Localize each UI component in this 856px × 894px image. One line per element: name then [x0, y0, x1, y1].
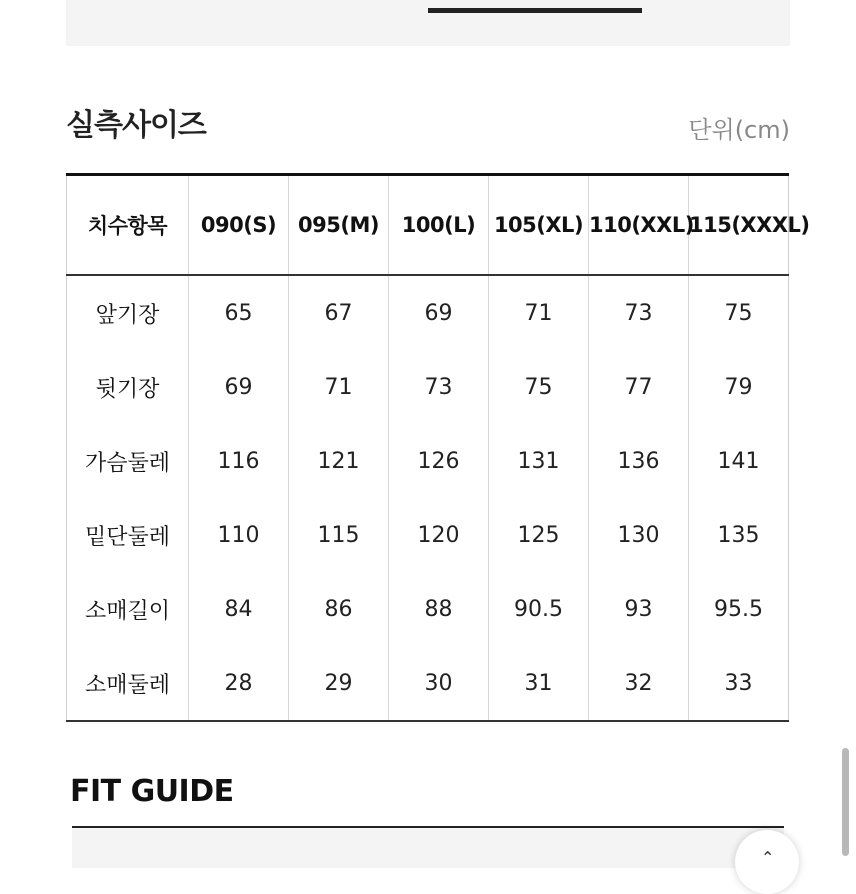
table-cell: 69 — [189, 350, 289, 424]
table-cell: 86 — [289, 572, 389, 646]
top-panel — [66, 0, 790, 46]
row-label: 앞기장 — [95, 302, 160, 328]
table-cell: 90.5 — [489, 572, 589, 646]
table-cell: 33 — [689, 646, 789, 721]
table-cell: 126 — [389, 424, 489, 498]
unit-label: 단위(cm) — [688, 116, 790, 144]
header-size-100: 100(L) — [389, 175, 489, 276]
active-tab-indicator — [428, 8, 642, 13]
table-cell: 71 — [489, 275, 589, 350]
table-cell: 71 — [289, 350, 389, 424]
fit-guide-title: FIT GUIDE — [70, 774, 234, 809]
table-cell: 75 — [489, 350, 589, 424]
table-cell: 69 — [389, 275, 489, 350]
chevron-icon: ⌃ — [761, 848, 775, 867]
row-label: 소매둘레 — [84, 672, 170, 698]
table-cell: 32 — [589, 646, 689, 721]
size-table — [66, 173, 810, 722]
table-cell: 31 — [489, 646, 589, 721]
table-cell: 29 — [289, 646, 389, 721]
table-cell: 136 — [589, 424, 689, 498]
header-size-115: 115(XXXL) — [689, 175, 789, 276]
table-row — [67, 350, 789, 424]
table-cell: 110 — [189, 498, 289, 572]
table-cell: 115 — [289, 498, 389, 572]
table-cell: 95.5 — [689, 572, 789, 646]
section-title: 실측사이즈 — [66, 108, 206, 143]
table-header-row — [67, 175, 789, 276]
fit-guide-toggle-button[interactable] — [735, 830, 799, 894]
table-cell: 67 — [289, 275, 389, 350]
table-cell: 77 — [589, 350, 689, 424]
table-cell: 125 — [489, 498, 589, 572]
table-cell: 130 — [589, 498, 689, 572]
table-row — [67, 498, 789, 572]
table-cell: 116 — [189, 424, 289, 498]
fit-guide-panel — [72, 826, 784, 868]
table-cell: 30 — [389, 646, 489, 721]
table-cell: 65 — [189, 275, 289, 350]
table-cell: 135 — [689, 498, 789, 572]
table-cell: 84 — [189, 572, 289, 646]
header-size-090: 090(S) — [189, 175, 289, 276]
table-row — [67, 572, 789, 646]
table-cell: 120 — [389, 498, 489, 572]
header-size-105: 105(XL) — [489, 175, 589, 276]
table-cell: 28 — [189, 646, 289, 721]
table-cell: 93 — [589, 572, 689, 646]
header-size-095: 095(M) — [289, 175, 389, 276]
table-cell: 131 — [489, 424, 589, 498]
table-cell: 121 — [289, 424, 389, 498]
header-item-label: 치수항목 — [67, 175, 189, 276]
table-cell: 88 — [389, 572, 489, 646]
row-label: 뒷기장 — [95, 376, 160, 402]
row-label: 소매길이 — [84, 598, 170, 624]
table-cell: 75 — [689, 275, 789, 350]
table-row — [67, 275, 789, 350]
table-cell: 73 — [389, 350, 489, 424]
table-row — [67, 646, 789, 721]
header-size-110: 110(XXL) — [589, 175, 689, 276]
table-cell: 141 — [689, 424, 789, 498]
row-label: 가슴둘레 — [84, 450, 170, 476]
table-cell: 73 — [589, 275, 689, 350]
table-cell: 79 — [689, 350, 789, 424]
row-label: 밑단둘레 — [84, 524, 170, 550]
scrollbar[interactable] — [842, 748, 849, 856]
table-row — [67, 424, 789, 498]
